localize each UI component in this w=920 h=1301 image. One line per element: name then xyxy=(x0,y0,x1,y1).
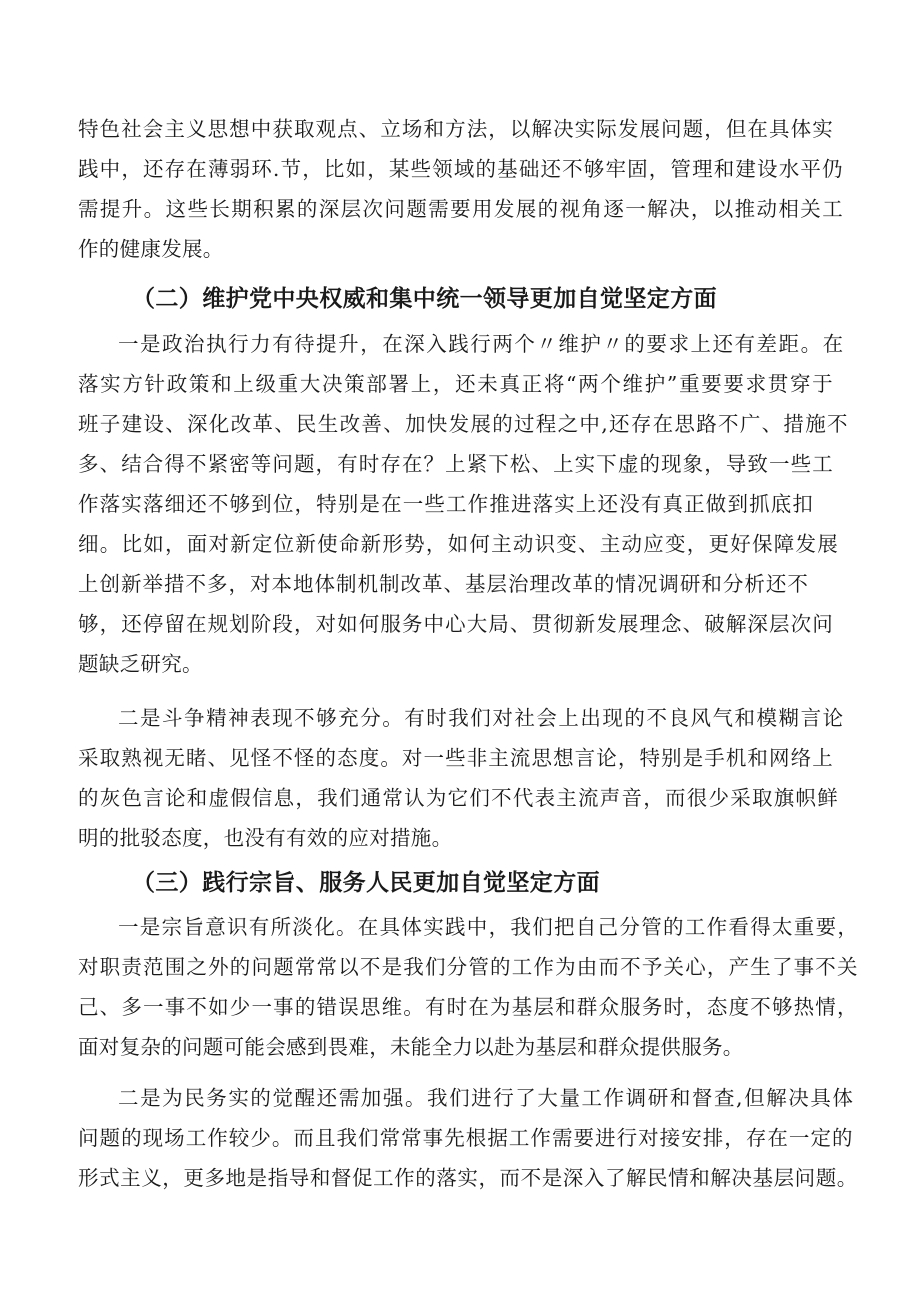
text-line: 够，还停留在规划阶段，对如何服务中心大局、贯彻新发展理念、破解深层次问 xyxy=(78,612,834,636)
text-line: 需提升。这些长期积累的深层次问题需要用发展的视角逐一解决，以推动相关工 xyxy=(78,197,845,221)
text-line: 明的批驳态度，也没有有效的应对措施。 xyxy=(78,826,453,850)
text-line: 一是政治执行力有待提升，在深入践行两个〃维护〃的要求上还有差距。在 xyxy=(118,332,845,356)
text-line: 班子建设、深化改革、民生改善、加快发展的过程之中,还存在思路不广、措施不 xyxy=(78,412,849,436)
text-line: 题缺乏研究。 xyxy=(78,652,203,676)
section-heading-3: （三）践行宗旨、服务人民更加自觉坚定方面 xyxy=(132,870,600,896)
section-heading-2: （二）维护党中央权威和集中统一领导更加自觉坚定方面 xyxy=(132,286,717,312)
text-line: 多、结合得不紧密等问题，有时存在？上紧下松、上实下虚的现象，导致一些工 xyxy=(78,452,834,476)
text-line: 上创新举措不多，对本地体制机制改革、基层治理改革的情况调研和分析还不 xyxy=(78,572,809,596)
text-line: 对职责范围之外的问题常常以不是我们分管的工作为由而不予关心，产生了事不关 xyxy=(78,955,859,979)
text-line: 特色社会主义思想中获取观点、立场和方法，以解决实际发展问题，但在具体实 xyxy=(78,117,834,141)
text-line: 作的健康发展。 xyxy=(78,237,224,261)
text-line: 一是宗旨意识有所淡化。在具体实践中，我们把自己分管的工作看得太重要， xyxy=(118,915,860,939)
text-line: 的灰色言论和虚假信息，我们通常认为它们不代表主流声音，而很少采取旗帜鲜 xyxy=(78,786,839,810)
text-line: 细。比如，面对新定位新使命新形势，如何主动识变、主动应变，更好保障发展 xyxy=(78,532,839,556)
text-line: 二是为民务实的觉醒还需加强。我们进行了大量工作调研和督查,但解决具体 xyxy=(118,1086,855,1110)
text-line: 己、多一事不如少一事的错误思维。有时在为基层和群众服务时，态度不够热情， xyxy=(78,995,859,1019)
text-line: 作落实落细还不够到位，特别是在一些工作推进落实上还没有真正做到抓底扣 xyxy=(78,492,815,516)
text-line: 践中，还存在薄弱环.节，比如，某些领域的基础还不够牢固，管理和建设水平仍 xyxy=(78,157,844,181)
text-line: 二是斗争精神表现不够充分。有时我们对社会上出现的不良风气和模糊言论 xyxy=(118,706,845,730)
text-line: 落实方针政策和上级重大决策部署上，还未真正将“两个维护”重要要求贯穿于 xyxy=(78,372,835,396)
text-line: 采取熟视无睹、见怪不怪的态度。对一些非主流思想言论，特别是手机和网络上 xyxy=(78,746,834,770)
text-line: 面对复杂的问题可能会感到畏难，未能全力以赴为基层和群众提供服务。 xyxy=(78,1035,744,1059)
text-line: 问题的现场工作较少。而且我们常常事先根据工作需要进行对接安排，存在一定的 xyxy=(78,1126,854,1150)
text-line: 形式主义，更多地是指导和督促工作的落实，而不是深入了解民情和解决基层问题。 xyxy=(78,1166,858,1190)
